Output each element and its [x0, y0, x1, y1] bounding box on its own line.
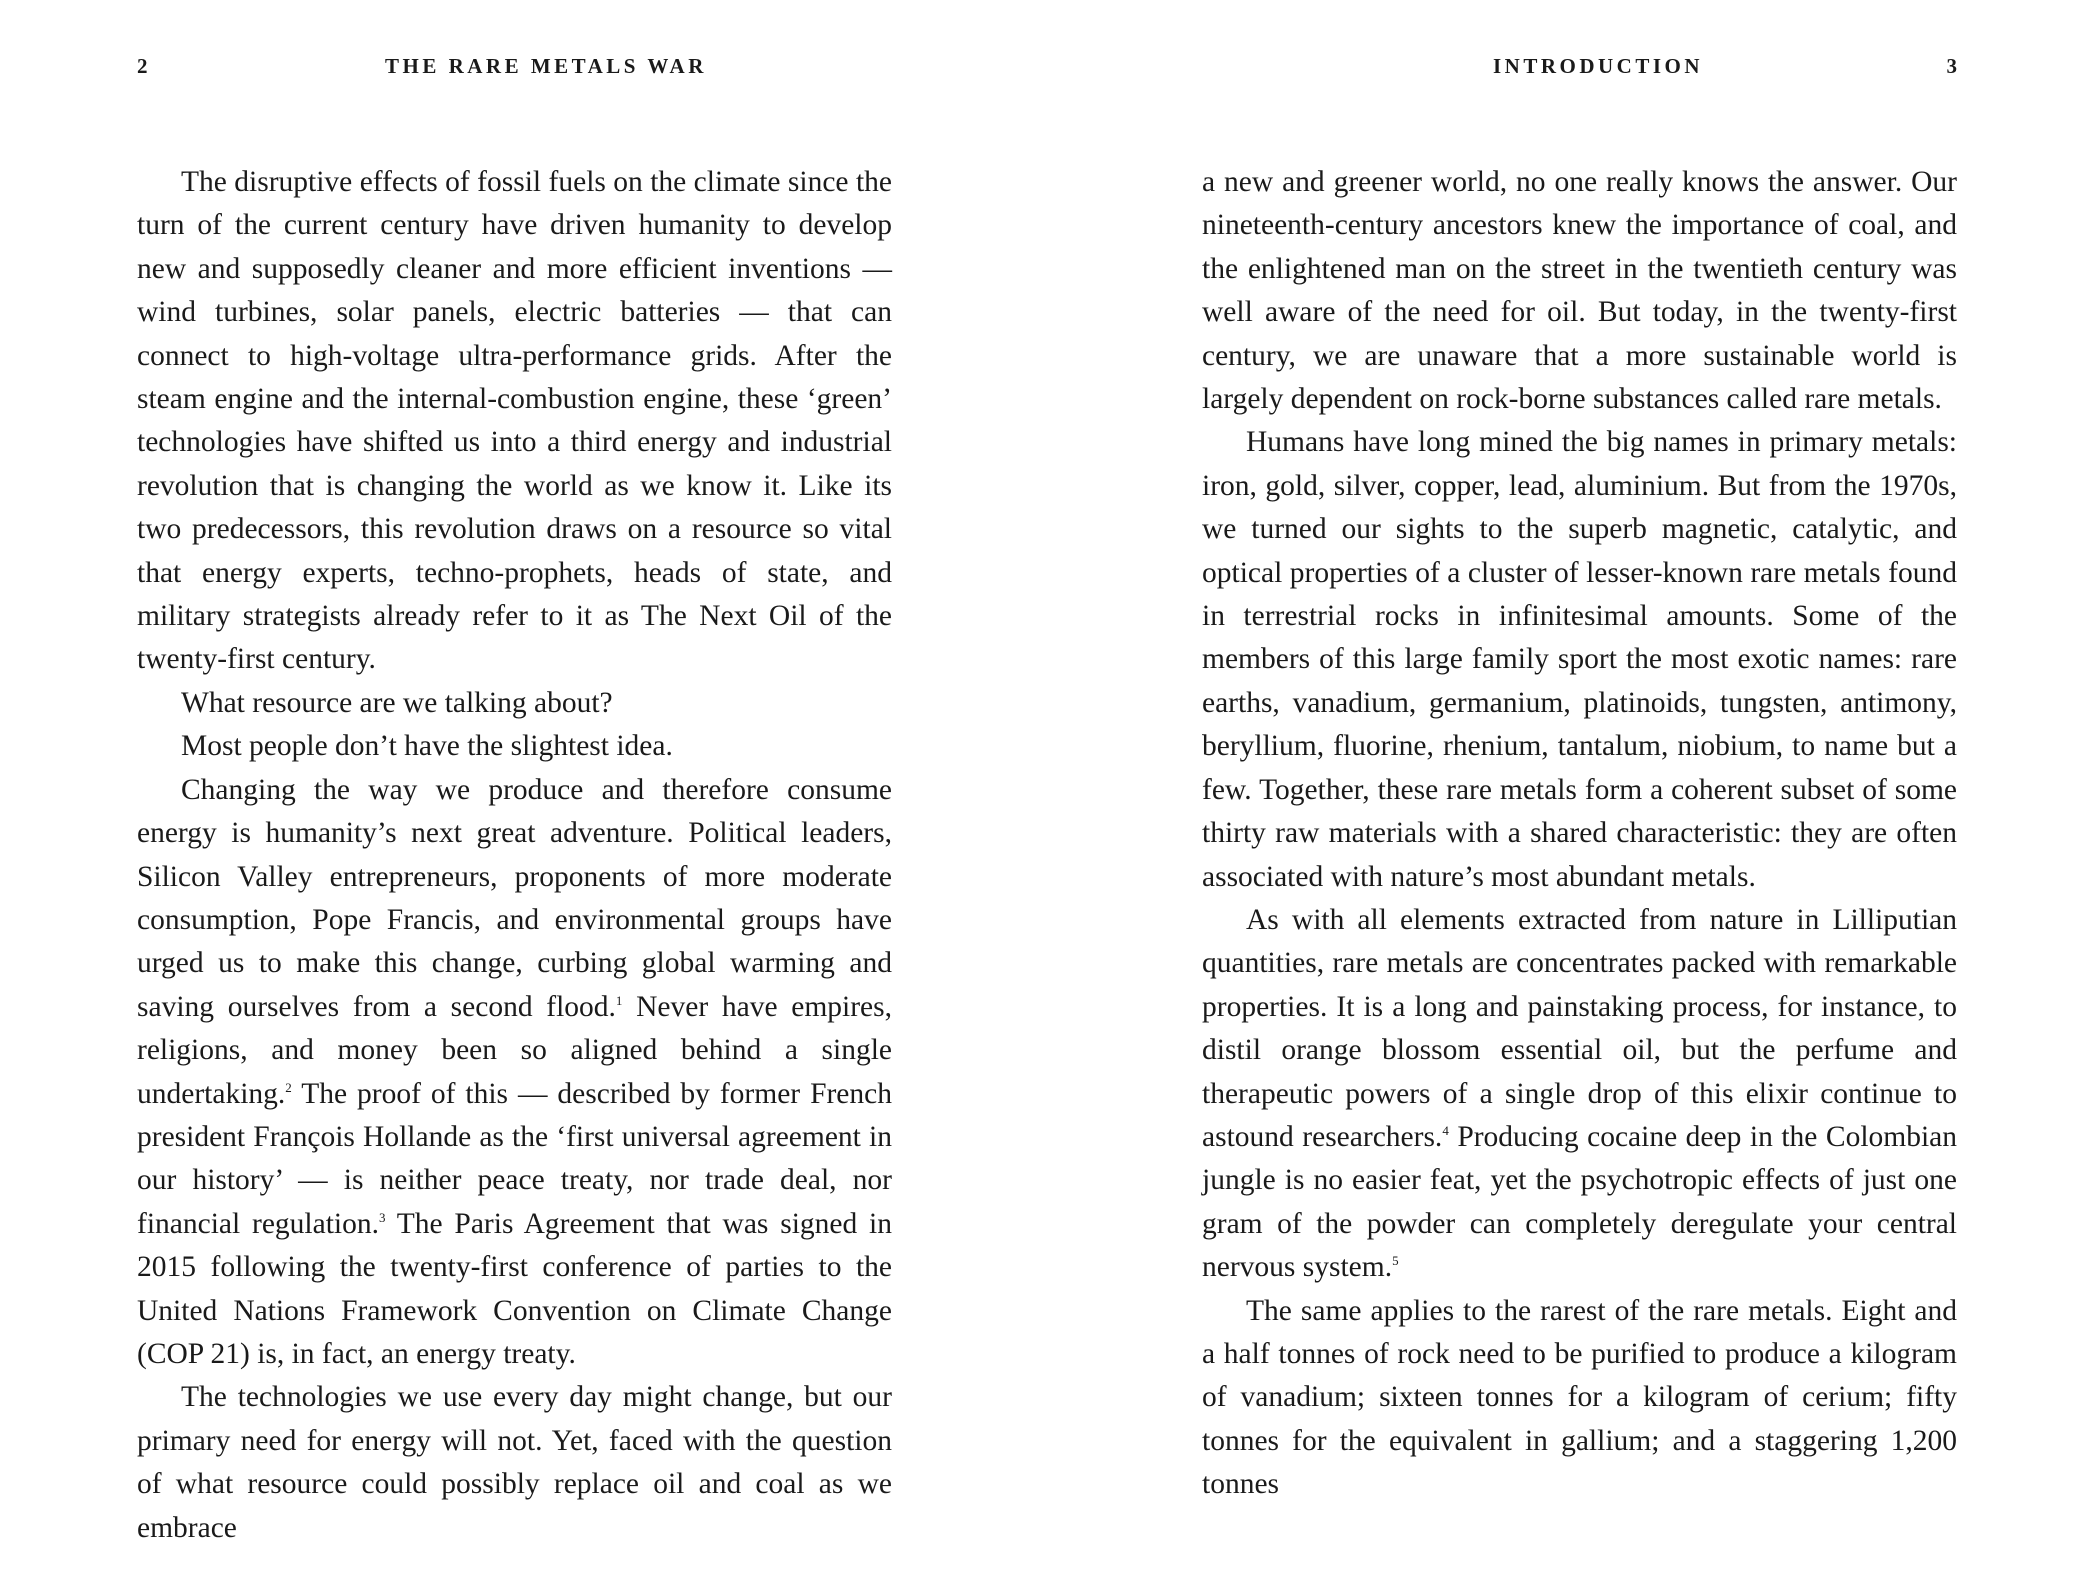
paragraph: [1202, 421, 1957, 898]
paragraph: [137, 161, 892, 682]
left-body-text: [137, 161, 892, 1550]
footnote-marker: 5: [1392, 1253, 1399, 1269]
footnote-marker: 2: [285, 1079, 292, 1095]
paragraph-text: As with all elements extracted from nature in Lilliputian quantities, rare metals are concentrates packed with remarkable properties. It is a long and painstaking process, for instance, to distil orange blossom essential oil, but the perfume and therapeutic powers of a single drop of this elixir continue to astound researchers.: [1202, 903, 1957, 1153]
left-page-number: 2: [137, 54, 148, 78]
right-running-head: [1202, 54, 1957, 84]
right-body-text: [1202, 161, 1957, 1507]
footnote-marker: 4: [1442, 1122, 1449, 1138]
left-book-title: THE RARE METALS WAR: [385, 54, 707, 78]
paragraph-text: a new and greener world, no one really knows the answer. Our nineteenth-century ancestors knew the importance of coal, and the enlightened man on the street in the twentieth century was well aware of the need for oil. But today, in the twenty-first century, we are unaware that a more sustainable world is largely dependent on rock-borne substances called rare metals.: [1202, 166, 1957, 416]
paragraph-text: The same applies to the rarest of the rare metals. Eight and a half tonnes of rock need to be purified to produce a kilogram of vanadium; sixteen tonnes for a kilogram of cerium; fifty tonnes for the equivalent in gallium; and a staggering 1,200 tonnes: [1202, 1294, 1957, 1501]
paragraph: [1202, 161, 1957, 421]
paragraph-text: Humans have long mined the big names in primary metals: iron, gold, silver, copper, lead, aluminium. But from the 1970s, we turned our sights to the superb magnetic, catalytic, and optical properties of a cluster of lesser-known rare metals found in terrestrial rocks in infinitesimal amounts. Some of the members of this large family sport the most exotic names: rare earths, vanadium, germanium, platinoids, tungsten, antimony, beryllium, fluorine, rhenium, tantalum, niobium, to name but a few. Together, these rare metals form a coherent subset of some thirty raw materials with a shared characteristic: they are often associated with nature’s most abundant metals.: [1202, 426, 1957, 893]
footnote-marker: 1: [615, 992, 623, 1008]
paragraph: [137, 725, 892, 768]
paragraph-text: Changing the way we produce and therefore consume energy is humanity’s next great adventure. Political leaders, Silicon Valley entrepreneurs, proponents of more moderate consumption, Pope Francis, and environmental groups have urged us to make this change, curbing global warming and saving ourselves from a second flood.: [137, 773, 892, 1023]
paragraph-text: The technologies we use every day might change, but our primary need for energy will not. Yet, faced with the question of what resource could possibly replace oil and coal as we embrace: [137, 1381, 892, 1544]
paragraph-text: Producing cocaine deep in the Colombian jungle is no easier feat, yet the psychotropic effects of just one gram of the powder can completely deregulate your central nervous system.: [1202, 1120, 1957, 1284]
left-page: [137, 0, 892, 1594]
paragraph-text: The proof of this — described by former French president François Hollande as the ‘first universal agreement in our history’ — is neither peace treaty, nor trade deal, nor financial regulation.: [137, 1077, 892, 1240]
right-page: [1202, 0, 1957, 1594]
right-chapter-title: INTRODUCTION: [1493, 54, 1704, 78]
paragraph: [137, 769, 892, 1377]
paragraph-text: Never have empires, religions, and money been so aligned behind a single undertaking.: [137, 990, 892, 1110]
paragraph-text: The disruptive effects of fossil fuels on the climate since the turn of the current century have driven humanity to develop new and supposedly cleaner and more efficient inventions — wind turbines, solar panels, electric batteries — that can connect to high-voltage ultra-performance grids. After the steam engine and the internal-combustion engine, these ‘green’ technologies have shifted us into a third energy and industrial revolution that is changing the world as we know it. Like its two predecessors, this revolution draws on a resource so vital that energy experts, techno-prophets, heads of state, and military strategists already refer to it as The Next Oil of the twenty-first century.: [137, 166, 892, 676]
paragraph-text: The Paris Agreement that was signed in 2015 following the twenty-first conference of parties to the United Nations Framework Convention on Climate Change (COP 21) is, in fact, an energy treaty.: [137, 1207, 892, 1370]
footnote-marker: 3: [378, 1209, 386, 1225]
right-page-number: 3: [1946, 54, 1957, 78]
paragraph: [137, 1376, 892, 1550]
paragraph: [137, 682, 892, 725]
paragraph: [1202, 899, 1957, 1290]
paragraph-text: Most people don’t have the slightest idea.: [181, 730, 673, 763]
paragraph: [1202, 1290, 1957, 1507]
paragraph-text: What resource are we talking about?: [181, 686, 613, 719]
left-running-head: [137, 54, 892, 84]
